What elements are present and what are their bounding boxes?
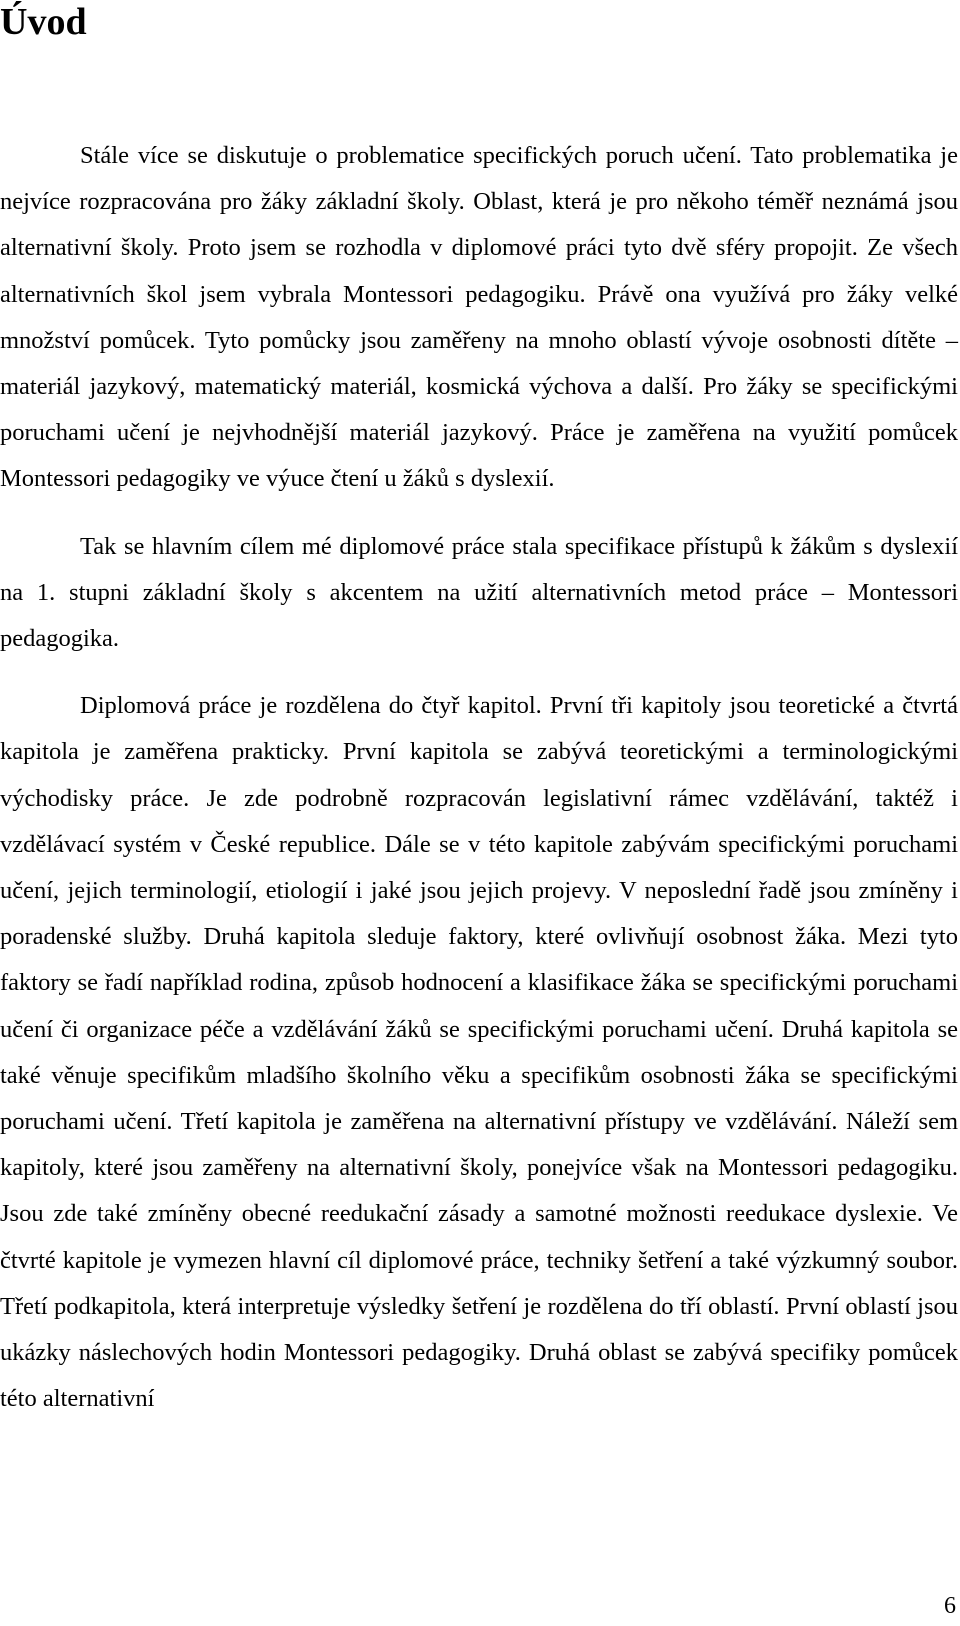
page-number: 6 <box>944 1593 956 1619</box>
page-title: Úvod <box>0 1 87 43</box>
paragraph-structure: Diplomová práce je rozdělena do čtyř kapitol. První tři kapitoly jsou teoretické a čtvrtá kapitola je zaměřena prakticky. První kapitola se zabývá teoretickými a terminologickými východisky práce. Je zde podrobně rozpracován legislativní rámec vzdělávání, taktéž i vzdělávací systém v České republice. Dále se v této kapitole zabývám specifickými poruchami učení, jejich terminologií, etiologií i jaké jsou jejich projevy. V neposlední řadě jsou zmíněny i poradenské služby. Druhá kapitola sleduje faktory, které ovlivňují osobnost žáka. Mezi tyto faktory se řadí například rodina, způsob hodnocení a klasifikace žáka se specifickými poruchami učení či organizace péče a vzdělávání žáků se specifickými poruchami učení. Druhá kapitola se také věnuje specifikům mladšího školního věku a specifikům osobnosti žáka se specifickými poruchami učení. Třetí kapitola je zaměřena na alternativní přístupy ve vzdělávání. Náleží sem kapitoly, které jsou zaměřeny na alternativní školy, ponejvíce však na Montessori pedagogiku. Jsou zde také zmíněny obecné reedukační zásady a samotné možnosti reedukace dyslexie. Ve čtvrté kapitole je vymezen hlavní cíl diplomové práce, techniky šetření a také výzkumný soubor. Třetí podkapitola, která interpretuje výsledky šetření je rozdělena do tří oblastí. První oblastí jsou ukázky náslechových hodin Montessori pedagogiky. Druhá oblast se zabývá specifiky pomůcek této alternativní <box>0 692 958 1413</box>
paragraph-aim: Tak se hlavním cílem mé diplomové práce stala specifikace přístupů k žákům s dyslexií na 1. stupni základní školy s akcentem na užití alternativních metod práce – Montessori pedagogika. <box>0 532 958 653</box>
paragraph-intro: Stále více se diskutuje o problematice specifických poruch učení. Tato problematika je nejvíce rozpracována pro žáky základní školy. Oblast, která je pro někoho téměř neznámá jsou alternativní školy. Proto jsem se rozhodla v diplomové práci tyto dvě sféry propojit. Ze všech alternativních škol jsem vybrala Montessori pedagogiku. Právě ona využívá pro žáky velké množství pomůcek. Tyto pomůcky jsou zaměřeny na mnoho oblastí vývoje osobnosti dítěte – materiál jazykový, matematický materiál, kosmická výchova a další. Pro žáky se specifickými poruchami učení je nejvhodnější materiál jazykový. Práce je zaměřena na využití pomůcek Montessori pedagogiky ve výuce čtení u žáků s dyslexií. <box>0 142 958 493</box>
body-text <box>0 133 958 1422</box>
